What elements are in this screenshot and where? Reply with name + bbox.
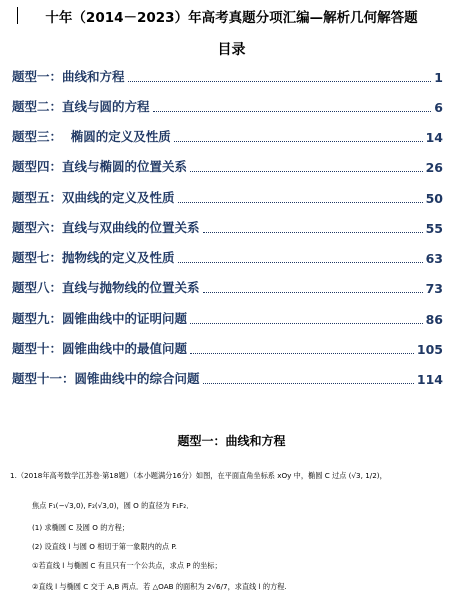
toc-leader	[178, 262, 423, 263]
toc-item-9[interactable]	[12, 307, 443, 327]
toc-item-page: 63	[425, 251, 443, 266]
toc-item-label: 题型四：直线与椭圆的位置关系	[12, 159, 188, 174]
toc-item-3[interactable]	[12, 125, 443, 145]
toc-item-page: 55	[425, 221, 443, 236]
toc-leader	[178, 202, 423, 203]
toc-leader	[190, 353, 414, 354]
toc-item-label: 题型二：直线与圆的方程	[12, 99, 150, 114]
problem-text-line: 1.（2018年高考数学江苏卷·第18题）（本小题满分16分）如图，在平面直角坐标系 xOy 中，椭圆 C 过点 (√3, 1/2)，	[10, 471, 387, 480]
toc-leader	[203, 292, 423, 293]
toc-item-page: 73	[425, 281, 443, 296]
toc-item-7[interactable]	[12, 246, 443, 266]
problem-text-line: ①若直线 l 与椭圆 C 有且只有一个公共点，求点 P 的坐标；	[32, 561, 222, 570]
toc-item-8[interactable]	[12, 276, 443, 296]
problem-text-line: 焦点 F₁(−√3,0), F₂(√3,0)，圆 O 的直径为 F₁F₂．	[32, 501, 194, 510]
toc-item-label: 题型十一：圆锥曲线中的综合问题	[12, 371, 200, 386]
toc-item-10[interactable]	[12, 337, 443, 357]
toc-item-label: 题型五：双曲线的定义及性质	[12, 190, 175, 205]
toc-leader	[190, 323, 423, 324]
toc-item-page: 1	[434, 70, 443, 85]
toc-leader	[153, 111, 432, 112]
toc-item-11[interactable]	[12, 367, 443, 387]
toc-item-2[interactable]	[12, 95, 443, 115]
toc-item-page: 114	[416, 372, 443, 387]
toc-item-label: 题型九：圆锥曲线中的证明问题	[12, 311, 188, 326]
document-title: 十年（2014－2023）年高考真题分项汇编—解析几何解答题	[45, 10, 418, 26]
toc-item-page: 105	[416, 342, 443, 357]
toc-item-label: 题型三： 椭圆的定义及性质	[12, 129, 171, 144]
toc-leader	[174, 141, 423, 142]
toc-leader	[128, 81, 432, 82]
toc-item-5[interactable]	[12, 186, 443, 206]
problem-text-line: ②直线 l 与椭圆 C 交于 A,B 两点．若 △OAB 的面积为 2√6/7，求直线 l 的方程.	[32, 582, 287, 591]
toc-item-label: 题型十：圆锥曲线中的最值问题	[12, 341, 188, 356]
toc-leader	[203, 232, 423, 233]
toc-item-page: 26	[425, 160, 443, 175]
toc-item-1[interactable]	[12, 65, 443, 85]
toc-item-label: 题型六：直线与双曲线的位置关系	[12, 220, 200, 235]
toc-leader	[203, 383, 414, 384]
toc-item-page: 14	[425, 130, 443, 145]
problem-text-line: (2) 设直线 l 与圆 O 相切于第一象限内的点 P.	[32, 542, 177, 551]
toc-leader	[190, 171, 423, 172]
toc-item-4[interactable]	[12, 155, 443, 175]
toc-item-page: 6	[434, 100, 443, 115]
toc-heading: 目录	[217, 42, 246, 58]
toc-item-page: 86	[425, 312, 443, 327]
problem-text-line: (1) 求椭圆 C 及圆 O 的方程；	[32, 523, 129, 532]
toc-item-page: 50	[425, 191, 443, 206]
toc-item-label: 题型一：曲线和方程	[12, 69, 125, 84]
toc-item-6[interactable]	[12, 216, 443, 236]
toc-item-label: 题型七：抛物线的定义及性质	[12, 250, 175, 265]
toc-item-label: 题型八：直线与抛物线的位置关系	[12, 280, 200, 295]
section-title: 题型一：曲线和方程	[177, 434, 286, 448]
